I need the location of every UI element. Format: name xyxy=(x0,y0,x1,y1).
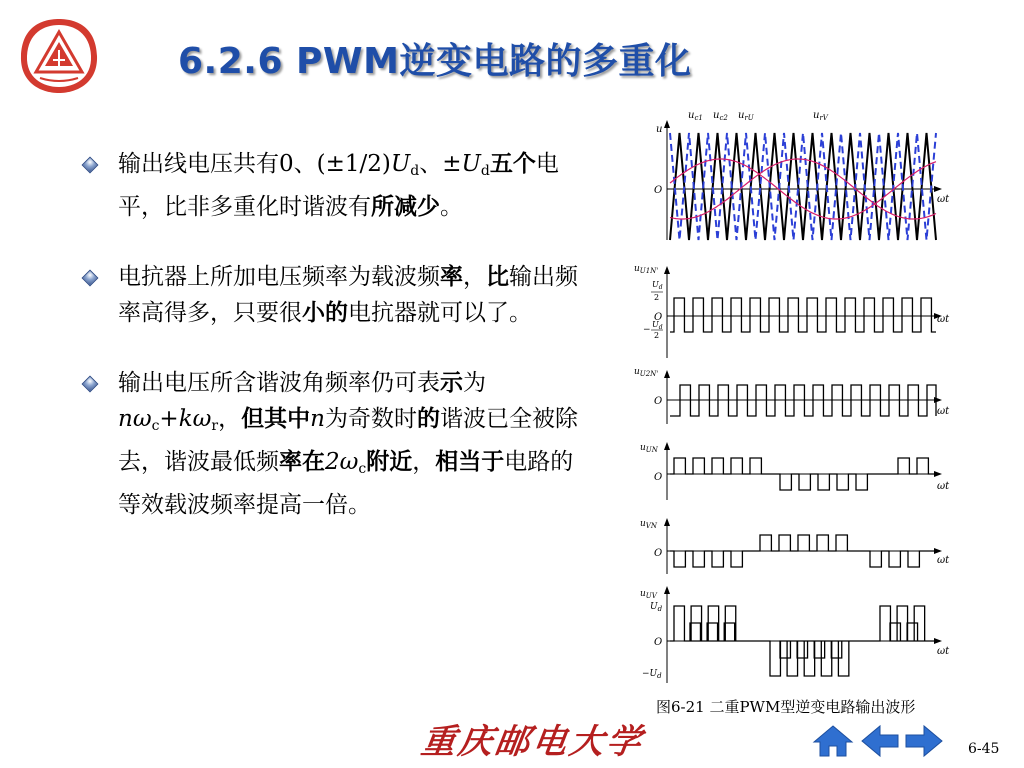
label-uc1: $u_{c1}$ xyxy=(688,110,703,122)
bullet-text xyxy=(118,264,578,326)
bullet-text-segment: 2ω xyxy=(325,449,359,475)
waveform-figure xyxy=(630,108,960,690)
label-uU1N: $u_{U1N'}$ xyxy=(634,264,659,275)
bullet-text-segment: d xyxy=(480,163,490,179)
bullet-text-segment: ， xyxy=(412,449,436,475)
label-uUV: $u_{UV}$ xyxy=(640,589,657,600)
bullet-text-segment: U xyxy=(390,151,411,177)
axis-label-u: u xyxy=(656,124,663,135)
bullet-text-segment: n xyxy=(310,406,325,432)
bullet-marker-icon xyxy=(82,270,99,287)
bullet-text-segment: 电平，比非多重化时谐波有 xyxy=(118,151,559,220)
bullet-text-segment: 率在 xyxy=(279,449,325,475)
label-neg-ud-half: $U_d$ xyxy=(652,320,663,331)
bullet-text-segment: 所减少 xyxy=(371,194,440,220)
label-urU: $u_{rU}$ xyxy=(738,110,754,122)
label-two-top: 2 xyxy=(654,293,660,302)
bullet-text-segment: c xyxy=(151,418,160,434)
bullet-text-segment: 。 xyxy=(440,194,463,220)
footer-university-logo: 重庆邮电大学 xyxy=(418,722,647,762)
label-ud: $U_d$ xyxy=(650,602,663,613)
uUV-panel xyxy=(640,586,950,683)
origin-label: O xyxy=(654,396,663,407)
bullet-text-segment: 0 xyxy=(279,151,294,177)
bullet-text-segment: 为奇数时 xyxy=(324,406,417,432)
origin-label: O xyxy=(654,185,663,196)
bullet-marker-icon xyxy=(82,157,99,174)
bullet-item-reactor xyxy=(84,259,584,331)
uU2N-panel xyxy=(634,367,950,424)
page-number: 6-45 xyxy=(968,741,1000,757)
label-uU2N: $u_{U2N'}$ xyxy=(634,367,659,378)
bullet-text-segment: 相当于 xyxy=(435,449,505,475)
bullet-text-segment: ， xyxy=(218,406,242,432)
axis-label-wt: ωt xyxy=(937,555,950,566)
arrow-right-icon[interactable] xyxy=(904,724,944,758)
label-uUN: $u_{UN}$ xyxy=(640,443,658,454)
label-uc2: $u_{c2}$ xyxy=(713,110,728,122)
label-minus: − xyxy=(643,325,651,335)
bullet-text-segment: 示 xyxy=(440,370,463,396)
bullet-text-segment: d xyxy=(410,163,420,179)
axis-label-wt: ωt xyxy=(937,314,950,325)
bullet-text-segment: 电抗器就可以了。 xyxy=(348,300,532,326)
bullet-text-segment: 、 xyxy=(419,151,443,177)
bullet-text-segment: 输出电压所含谐波角频率仍可表 xyxy=(118,370,440,396)
axis-label-wt: ωt xyxy=(937,194,950,205)
bullet-text-segment: 附近 xyxy=(366,449,413,475)
home-icon[interactable] xyxy=(812,724,854,758)
bullet-text-segment: 电路的等效载波频率提高一倍。 xyxy=(118,449,574,518)
bullet-text-segment: 比 xyxy=(486,264,509,290)
bullet-text-segment: 但其中 xyxy=(241,406,311,432)
axis-label-wt: ωt xyxy=(937,481,950,492)
bullet-text xyxy=(118,151,559,220)
bullet-text-segment: nω xyxy=(118,406,152,432)
bullet-marker-icon xyxy=(82,376,99,393)
label-ud-half: $U_d$ xyxy=(652,280,663,291)
bullet-text-segment: 电抗器上所加电压频率为载波频 xyxy=(118,264,440,290)
bullet-text-segment: 五个 xyxy=(489,151,536,177)
bullet-text-segment: U xyxy=(461,151,481,177)
bullet-text-segment: 为 xyxy=(463,370,486,396)
origin-label: O xyxy=(654,548,663,559)
bullet-text-segment: 输出频率高得多，只要很 xyxy=(118,264,578,326)
bullet-text-segment: 谐波已全被除去，谐波最低频 xyxy=(118,406,578,475)
bullet-item-harmonics xyxy=(84,365,584,523)
axis-label-wt: ωt xyxy=(937,406,950,417)
origin-label: O xyxy=(654,312,663,323)
label-neg-ud: $-U_d$ xyxy=(642,669,662,680)
bullet-text-segment: ， xyxy=(463,264,486,290)
uU1N-wave xyxy=(670,298,936,332)
origin-label: O xyxy=(654,472,663,483)
uU1N-panel xyxy=(634,264,950,358)
bullet-text xyxy=(118,370,578,518)
bullet-text-segment: 的 xyxy=(416,406,440,432)
bullet-list xyxy=(84,146,584,557)
bullet-text-segment: c xyxy=(358,461,367,477)
uUV-wave xyxy=(670,606,936,676)
bullet-text-segment: kω xyxy=(178,406,212,432)
arrow-left-icon[interactable] xyxy=(860,724,900,758)
label-urV: $u_{rV}$ xyxy=(813,110,828,122)
bullet-text-segment: 、 xyxy=(293,151,317,177)
bullet-text-segment: 小的 xyxy=(302,300,348,326)
bullet-text-segment: r xyxy=(211,418,219,434)
bullet-text-segment: ± xyxy=(442,151,462,177)
origin-label: O xyxy=(654,637,663,648)
bullet-text-segment: 输出线电压共有 xyxy=(118,151,279,177)
bullet-text-segment: + xyxy=(159,406,179,432)
university-logo xyxy=(18,16,100,96)
bullet-item-levels xyxy=(84,146,584,225)
axis-label-wt: ωt xyxy=(937,646,950,657)
slide-title: 6.2.6 PWM逆变电路的多重化 xyxy=(178,41,692,82)
uVN-panel xyxy=(640,518,950,574)
carrier-reference-panel xyxy=(654,110,950,240)
figure-caption: 图6-21 二重PWM型逆变电路输出波形 xyxy=(656,698,916,716)
label-uVN: $u_{VN}$ xyxy=(640,519,657,530)
uUN-panel xyxy=(640,442,950,500)
bullet-text-segment: 率 xyxy=(440,264,463,290)
label-two-bottom: 2 xyxy=(654,331,660,340)
bullet-text-segment: (±1/2) xyxy=(316,151,391,177)
